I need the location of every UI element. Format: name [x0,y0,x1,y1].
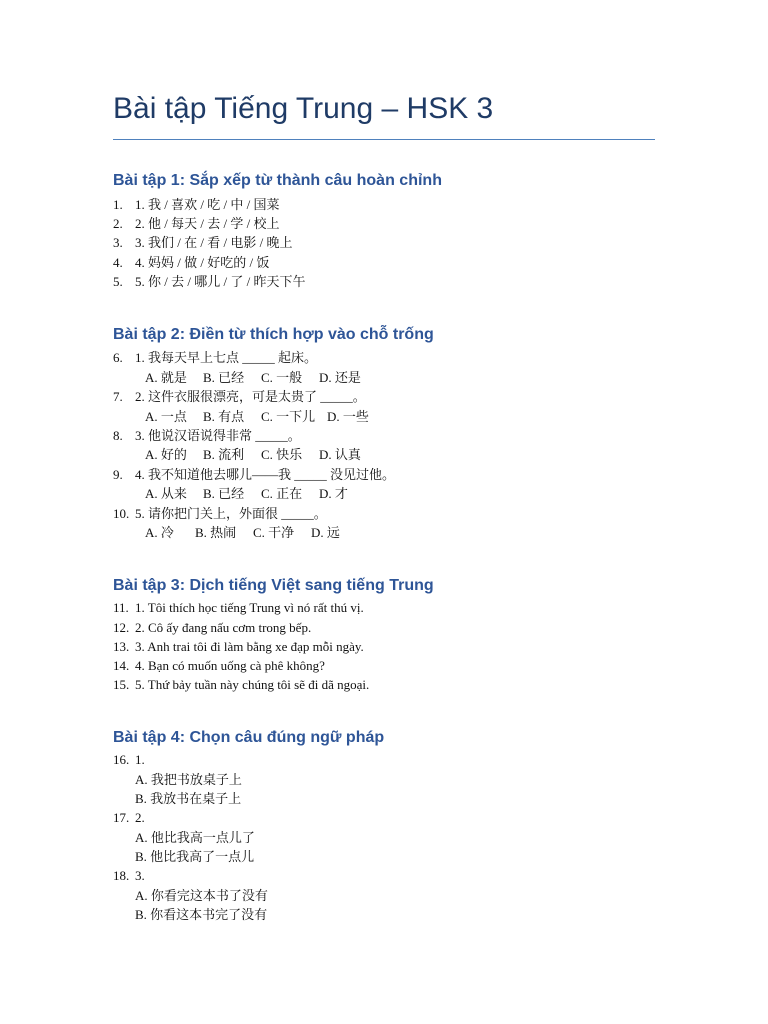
answer-options [145,369,361,387]
item-text: 5. Thứ bảy tuần này chúng tôi sẽ đi dã ngoại. [135,677,370,692]
exercise-item [113,254,269,272]
exercise-item [113,466,395,484]
item-text: 5. 你 / 去 / 哪儿 / 了 / 昨天下午 [135,274,306,289]
title-divider [113,139,655,140]
exercise-item [113,273,305,291]
section-1-heading: Bài tập 1: Sắp xếp từ thành câu hoàn chỉnh [113,172,442,189]
option-a: A. 冷 [145,525,174,540]
exercise-item [113,619,311,637]
item-text: 3. Anh trai tôi đi làm bằng xe đạp mỗi ngày. [135,639,364,654]
item-number: 4. [113,255,123,270]
option-a: A. 我把书放桌子上 [135,772,242,787]
item-number: 7. [113,389,123,404]
answer-options [145,408,369,426]
exercise-item [113,388,366,406]
item-number: 10. [113,506,130,521]
answer-options [145,446,361,464]
option-d: D. 才 [319,486,348,501]
item-number: 6. [113,350,123,365]
option-a: A. 从来 [145,486,187,501]
exercise-item [113,215,279,233]
item-number: 11. [113,600,129,615]
option-b: B. 你看这本书完了没有 [135,907,268,922]
answer-options [145,524,340,542]
option-c: C. 正在 [261,486,303,501]
exercise-item [113,599,364,617]
answer-options [145,485,348,503]
item-number: 3. [113,235,123,250]
option-b: B. 热闹 [195,525,237,540]
section-3-heading: Bài tập 3: Dịch tiếng Việt sang tiếng Trung [113,577,434,594]
item-text: 3. [135,868,145,883]
exercise-item [113,427,301,445]
option-b: B. 他比我高了一点儿 [135,849,255,864]
exercise-item [113,657,325,675]
option-d: D. 还是 [319,370,361,385]
item-text: 2. 他 / 每天 / 去 / 学 / 校上 [135,216,280,231]
item-number: 1. [113,197,123,212]
option-b: B. 已经 [203,486,245,501]
option-b: B. 我放书在桌子上 [135,791,242,806]
option-b: B. 已经 [203,370,245,385]
option-b: B. 有点 [203,409,245,424]
page-title: Bài tập Tiếng Trung – HSK 3 [113,92,494,125]
item-number: 5. [113,274,123,289]
section-2-heading: Bài tập 2: Điền từ thích hợp vào chỗ trống [113,326,434,343]
item-text: 2. [135,810,145,825]
item-number: 16. [113,752,130,767]
section-4-heading: Bài tập 4: Chọn câu đúng ngữ pháp [113,729,385,746]
item-text: 4. 妈妈 / 做 / 好吃的 / 饭 [135,255,270,270]
option-d: D. 一些 [327,409,369,424]
item-text: 1. Tôi thích học tiếng Trung vì nó rất thú vị. [135,600,364,615]
option-c: C. 干净 [253,525,295,540]
option-a: A. 他比我高一点儿了 [135,830,255,845]
item-text: 1. [135,752,145,767]
item-text: 1. 我每天早上七点 _____ 起床。 [135,350,318,365]
item-text: 2. Cô ấy đang nấu cơm trong bếp. [135,620,312,635]
exercise-item [113,505,327,523]
item-number: 17. [113,810,130,825]
item-text: 2. 这件衣服很漂亮，可是太贵了 _____。 [135,389,366,404]
item-text: 1. 我 / 喜欢 / 吃 / 中 / 国菜 [135,197,280,212]
item-number: 18. [113,868,130,883]
exercise-item [113,676,369,694]
option-a: A. 你看完这本书了没有 [135,888,268,903]
option-a: A. 一点 [145,409,187,424]
item-number: 14. [113,658,130,673]
option-b: B. 流利 [203,447,245,462]
item-number: 9. [113,467,123,482]
item-number: 2. [113,216,123,231]
exercise-item [113,234,292,252]
item-number: 13. [113,639,130,654]
exercise-item [113,809,145,827]
exercise-item [113,638,364,656]
item-number: 12. [113,620,130,635]
option-a: A. 就是 [145,370,187,385]
item-text: 5. 请你把门关上，外面很 _____。 [135,506,327,521]
option-d: D. 远 [311,525,340,540]
item-text: 3. 我们 / 在 / 看 / 电影 / 晚上 [135,235,293,250]
option-c: C. 一下儿 [261,409,316,424]
exercise-item [113,349,317,367]
item-text: 3. 他说汉语说得非常 _____。 [135,428,301,443]
item-text: 4. Bạn có muốn uống cà phê không? [135,658,325,673]
exercise-item [113,196,279,214]
option-a: A. 好的 [145,447,187,462]
item-number: 8. [113,428,123,443]
option-c: C. 快乐 [261,447,303,462]
exercise-item [113,751,145,769]
option-c: C. 一般 [261,370,303,385]
option-d: D. 认真 [319,447,361,462]
item-text: 4. 我不知道他去哪儿——我 _____ 没见过他。 [135,467,396,482]
item-number: 15. [113,677,130,692]
exercise-item [113,867,145,885]
